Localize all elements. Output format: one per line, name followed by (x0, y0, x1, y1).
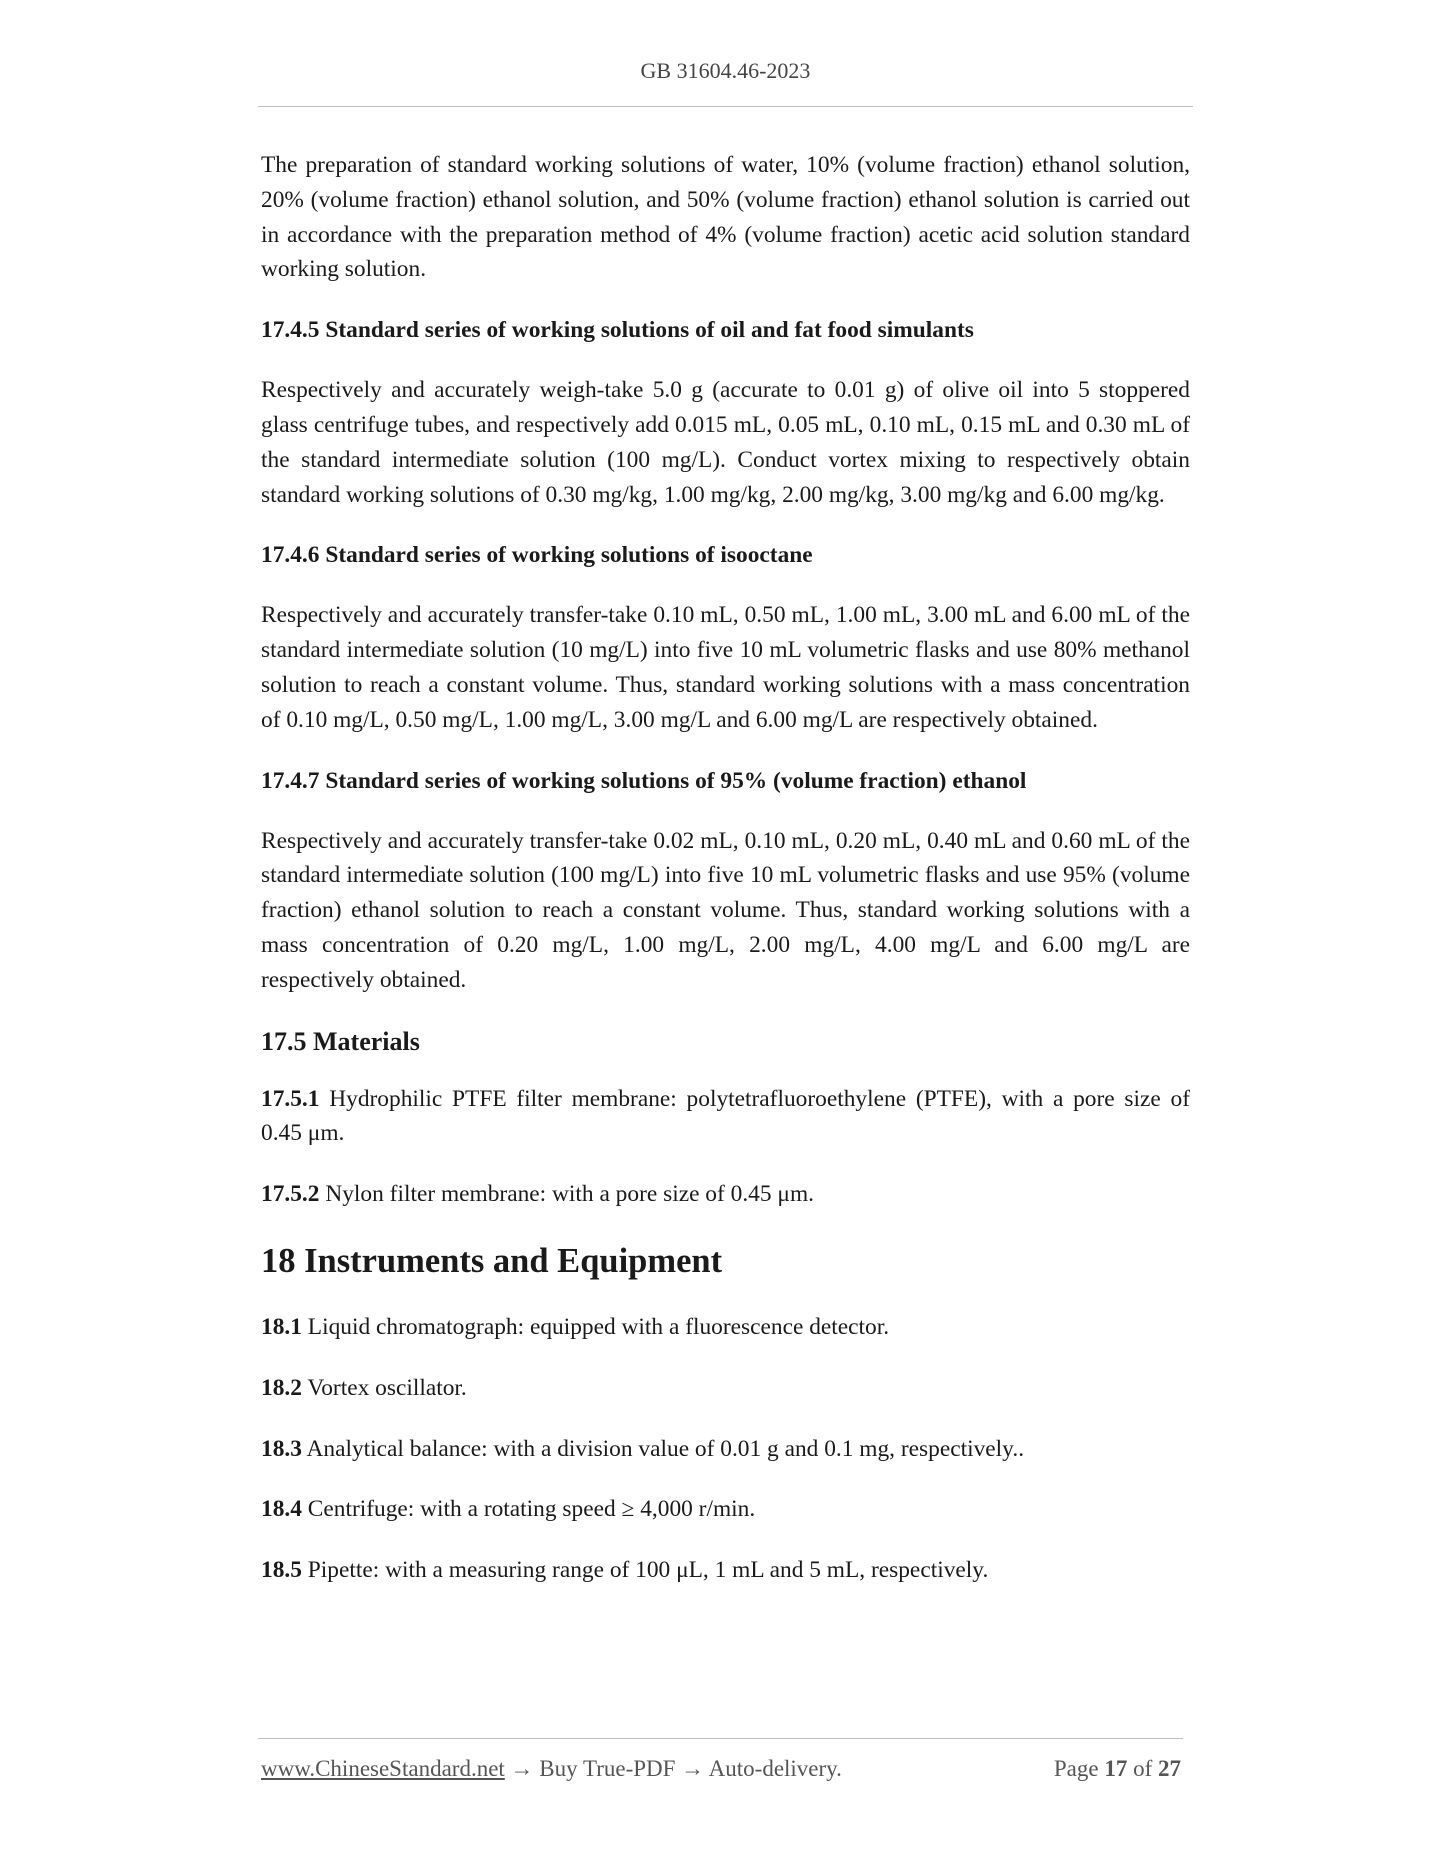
item-text: Hydrophilic PTFE filter membrane: polytetrafluoroethylene (PTFE), with a pore size of 0.45 μm. (261, 1085, 1190, 1147)
item-number: 18.4 (261, 1496, 302, 1523)
site-link[interactable]: www.ChineseStandard.net (261, 1756, 505, 1781)
page-content (261, 148, 1190, 1614)
page-footer (261, 1756, 1181, 1782)
item-17-5-1 (261, 1082, 1190, 1152)
item-18-1 (261, 1310, 1190, 1345)
paragraph-17-4-6: Respectively and accurately transfer-take 0.10 mL, 0.50 mL, 1.00 mL, 3.00 mL and 6.00 mL of the standard intermediate solution (10 mg/L) into five 10 mL volumetric flasks and use 80% methanol solution to reach a constant volume. Thus, standard working solutions with a mass concentration of 0.10 mg/L, 0.50 mg/L, 1.00 mg/L, 3.00 mg/L and 6.00 mg/L are respectively obtained. (261, 602, 1190, 733)
item-text: Liquid chromatograph: equipped with a fluorescence detector. (301, 1313, 890, 1340)
of-label: of (1133, 1756, 1153, 1781)
item-text: Pipette: with a measuring range of 100 μL, 1 mL and 5 mL, respectively. (301, 1557, 989, 1584)
header-divider (258, 106, 1193, 107)
item-18-5 (261, 1553, 1190, 1588)
paragraph-preparation: The preparation of standard working solutions of water, 10% (volume fraction) ethanol solution, 20% (volume fraction) ethanol solution, and 50% (volume fraction) ethanol solution is carried out in accordance with the preparation method of 4% (volume fraction) acetic acid solution standard working solution. (261, 152, 1190, 283)
heading-18-instruments: 18 Instruments and Equipment (261, 1241, 723, 1280)
page-number: 17 (1104, 1756, 1128, 1781)
item-number: 18.5 (261, 1557, 302, 1584)
item-number: 17.5.2 (261, 1181, 320, 1208)
item-number: 18.1 (261, 1313, 302, 1340)
item-text: Nylon filter membrane: with a pore size of 0.45 μm. (319, 1181, 814, 1208)
page-label: Page (1053, 1756, 1099, 1781)
heading-17-4-5: 17.4.5 Standard series of working solutions of oil and fat food simulants (261, 317, 974, 344)
footer-promo-text: → Buy True-PDF → Auto-delivery. (504, 1756, 842, 1781)
heading-17-4-6: 17.4.6 Standard series of working solutions of isooctane (261, 542, 813, 569)
heading-17-5-materials: 17.5 Materials (261, 1026, 420, 1056)
item-text: Analytical balance: with a division value of 0.01 g and 0.1 mg, respectively.. (301, 1435, 1025, 1462)
item-number: 17.5.1 (261, 1085, 320, 1112)
footer-divider (258, 1738, 1183, 1739)
item-18-2 (261, 1371, 1190, 1406)
item-17-5-2 (261, 1177, 1190, 1212)
item-text: Centrifuge: with a rotating speed ≥ 4,000 r/min. (301, 1496, 756, 1523)
item-text: Vortex oscillator. (301, 1374, 467, 1401)
paragraph-17-4-5: Respectively and accurately weigh-take 5.0 g (accurate to 0.01 g) of olive oil into 5 stoppered glass centrifuge tubes, and respectively add 0.015 mL, 0.05 mL, 0.10 mL, 0.15 mL and 0.30 mL of the standard intermediate solution (100 mg/L). Conduct vortex mixing to respectively obtain standard working solutions of 0.30 mg/kg, 1.00 mg/kg, 2.00 mg/kg, 3.00 mg/kg and 6.00 mg/kg. (261, 377, 1190, 508)
page-total: 27 (1158, 1756, 1181, 1781)
item-number: 18.2 (261, 1374, 302, 1401)
paragraph-17-4-7: Respectively and accurately transfer-take 0.02 mL, 0.10 mL, 0.20 mL, 0.40 mL and 0.60 mL of the standard intermediate solution (100 mg/L) into five 10 mL volumetric flasks and use 95% (volume fraction) ethanol solution to reach a constant volume. Thus, standard working solutions with a mass concentration of 0.20 mg/L, 1.00 mg/L, 2.00 mg/L, 4.00 mg/L and 6.00 mg/L are respectively obtained. (261, 827, 1190, 993)
item-number: 18.3 (261, 1435, 302, 1462)
item-18-4 (261, 1492, 1190, 1527)
page-indicator (1054, 1756, 1181, 1782)
document-code-header: GB 31604.46-2023 (640, 58, 811, 83)
item-18-3 (261, 1432, 1190, 1467)
heading-17-4-7: 17.4.7 Standard series of working solutions of 95% (volume fraction) ethanol (261, 767, 1027, 794)
